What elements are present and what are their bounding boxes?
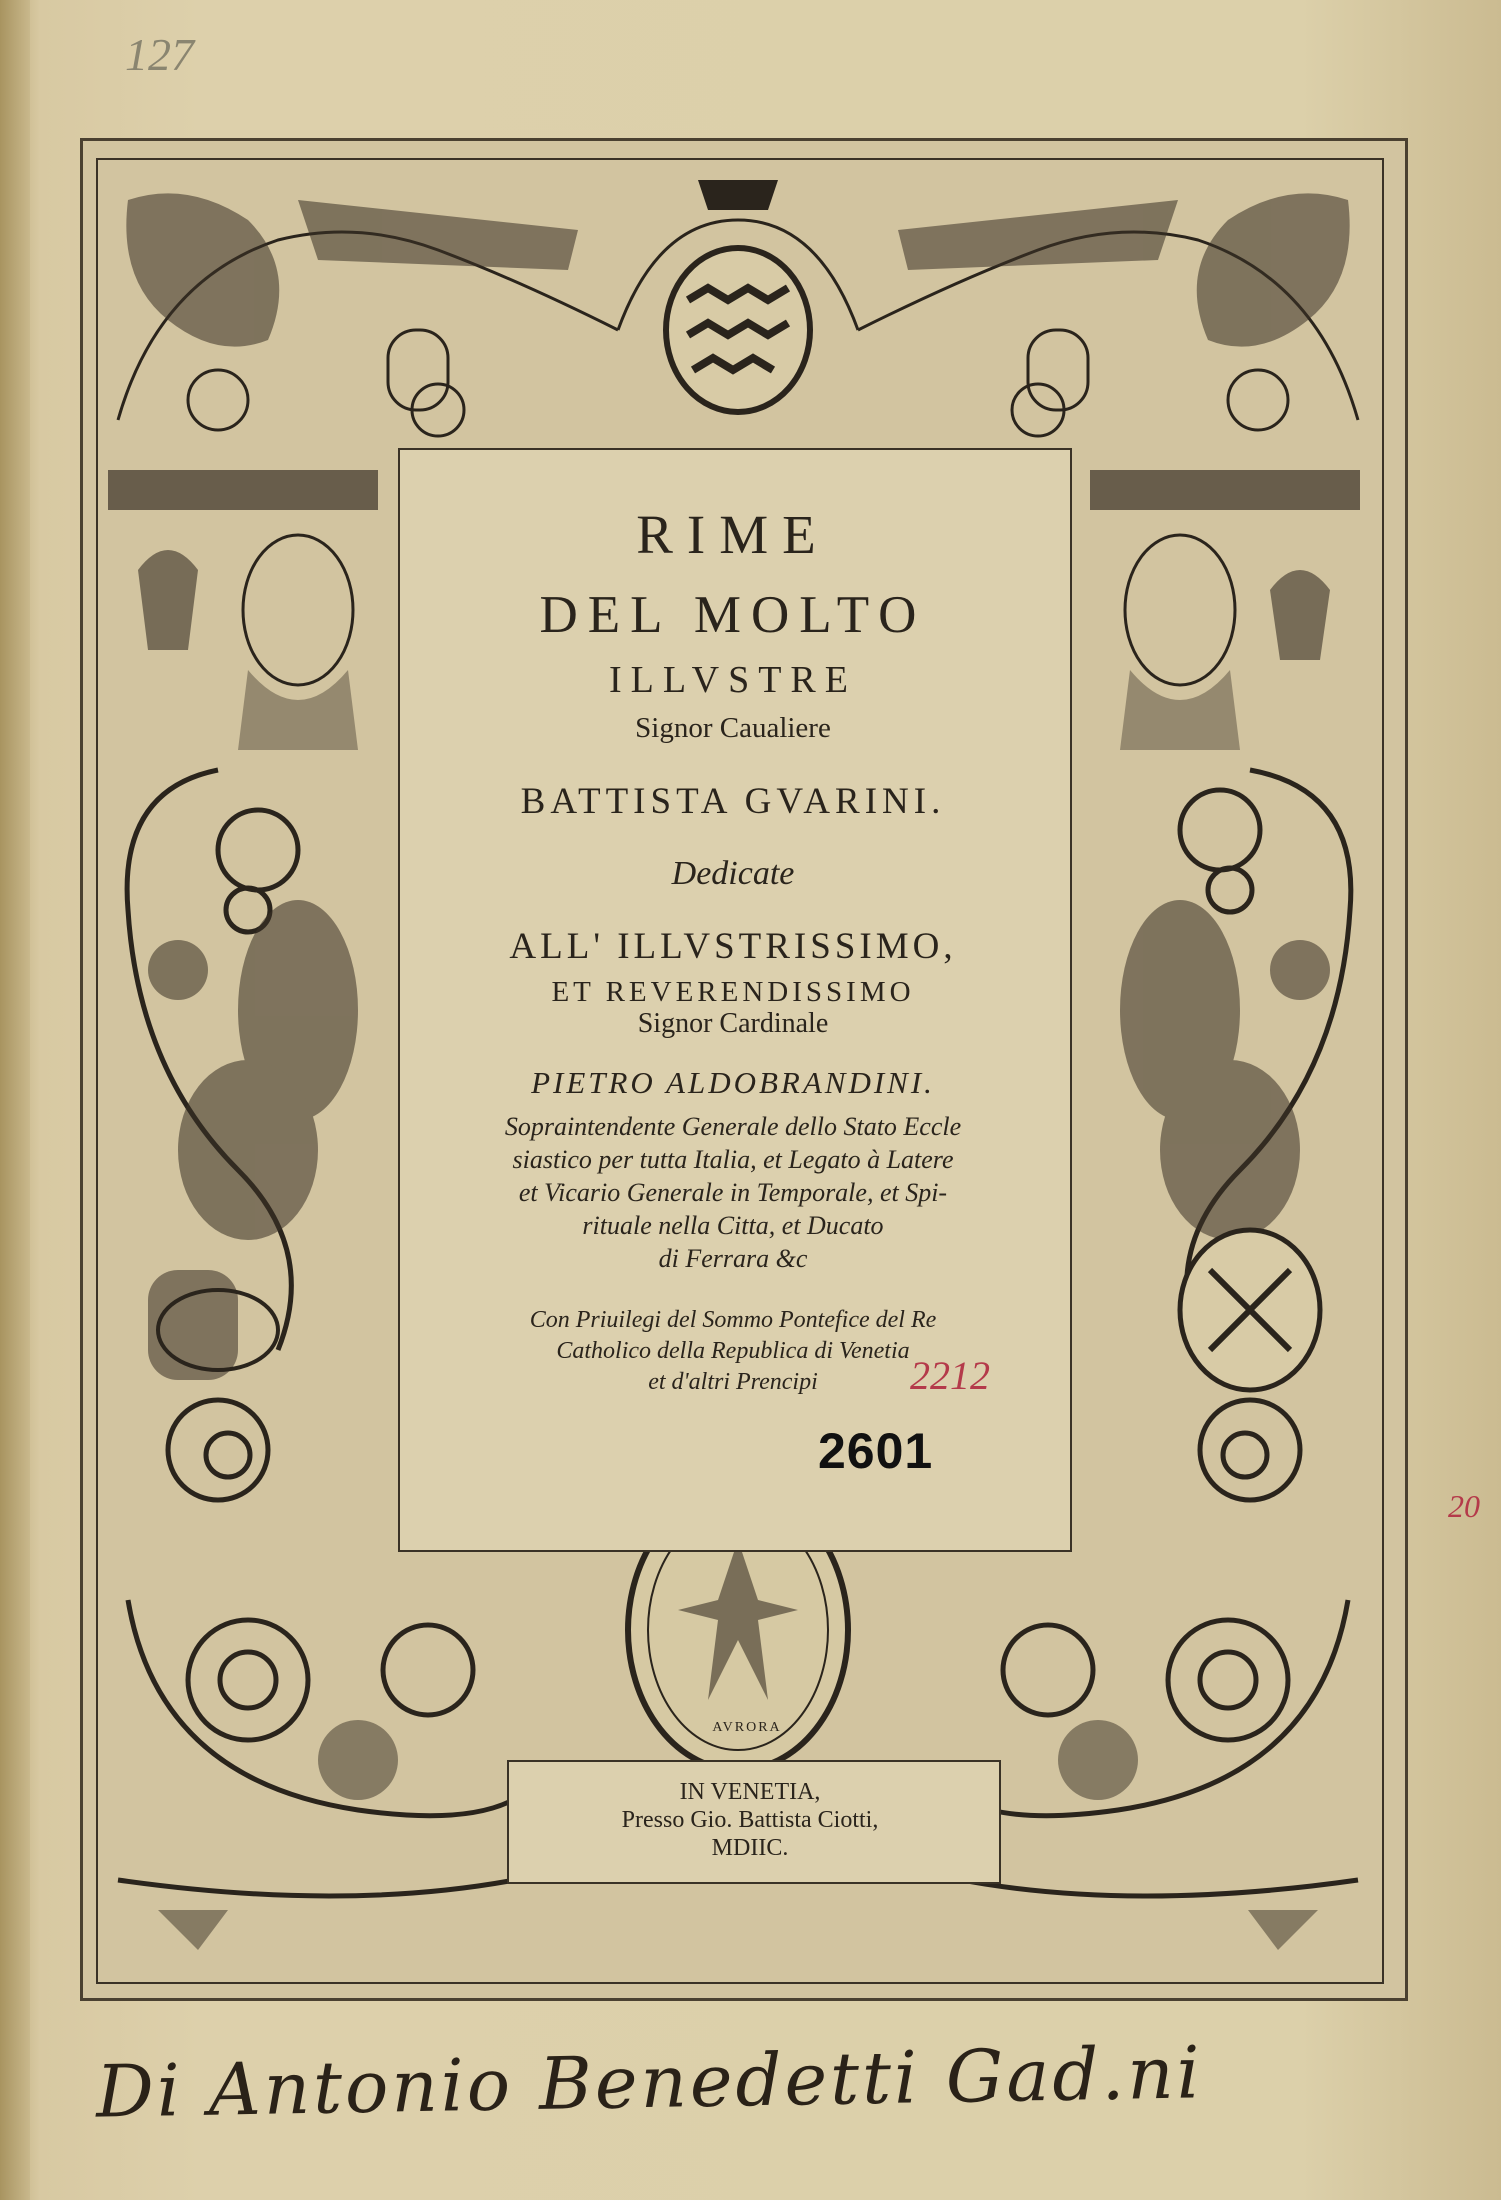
title-illustre: ILLVSTRE (609, 659, 857, 701)
dedication-illustrissimo: ALL' ILLVSTRISSIMO, (509, 926, 957, 967)
aurora-label: AVRORA (712, 1720, 782, 1735)
dedication-reverendissimo: ET REVERENDISSIMO (551, 976, 915, 1008)
dedicatee-name: PIETRO ALDOBRANDINI. (531, 1065, 935, 1100)
title-signor-cavaliere: Signor Caualiere (635, 712, 831, 744)
title-del-molto: DEL MOLTO (539, 586, 927, 644)
stamp-number: 2601 (818, 1423, 934, 1479)
pencil-note: 127 (125, 29, 194, 80)
dedicatee-titles: Sopraintendente Generale dello Stato Eccle siastico per tutta Italia, et Legato à Latere et Vicario Generale in Temporale, et Spi- rituale nella Citta, et Ducato di Ferrara &c (504, 1112, 962, 1273)
red-margin-mark: 20 (1448, 1488, 1480, 1524)
red-shelfmark: 2212 (910, 1353, 990, 1398)
left-column-ornament (98, 450, 396, 1550)
dedicate-line: Dedicate (671, 855, 795, 892)
title-rime: RIME (636, 504, 830, 565)
page-spine-shadow (0, 0, 30, 2200)
privilege-statement: Con Priuilegi del Sommo Pontefice del Re Catholico della Republica di Venetia et d'altri Prencipi (529, 1307, 937, 1395)
top-ornament (98, 160, 1378, 450)
right-column-ornament (1070, 450, 1378, 1550)
imprint-text: IN VENETIA, Presso Gio. Battista Ciotti, MDIIC. (621, 1779, 879, 1861)
ownership-signature: Di Antonio Benedetti Gad.ni (95, 2030, 1204, 2134)
author-name: BATTISTA GVARINI. (520, 781, 946, 822)
signor-cardinale: Signor Cardinale (637, 1008, 829, 1039)
